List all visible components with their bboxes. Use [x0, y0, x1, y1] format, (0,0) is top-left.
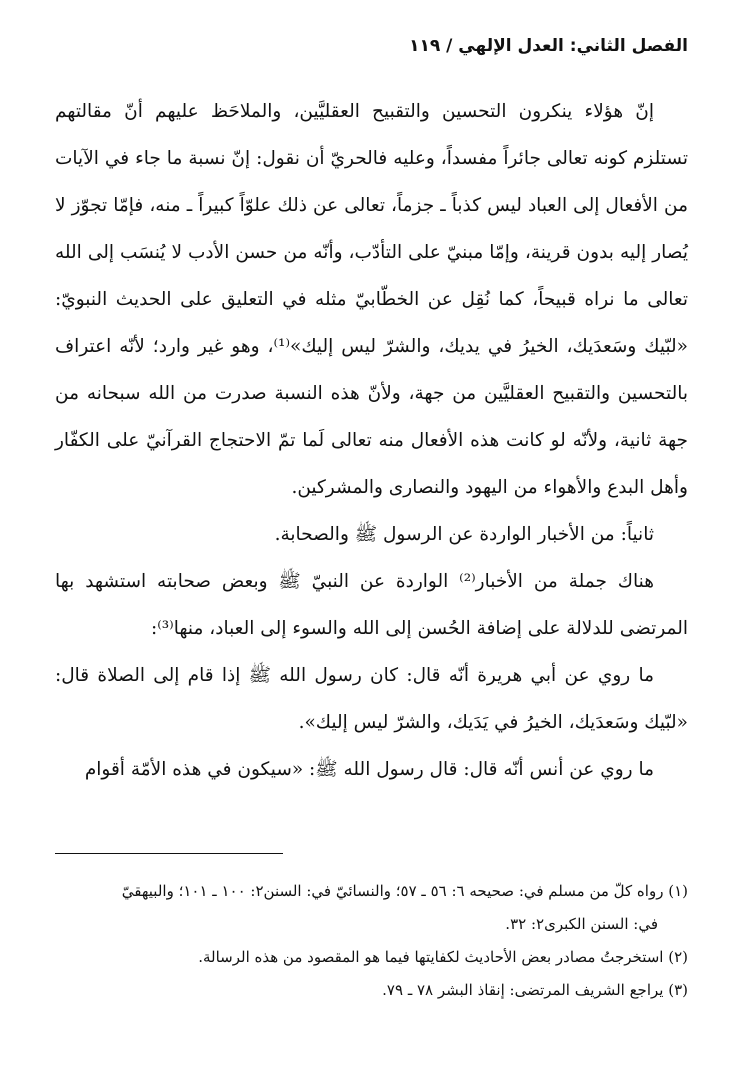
book-page [55, 0, 688, 1081]
running-header: الفصل الثاني: العدل الإلهي / ١١٩ [409, 36, 688, 56]
paragraph-4: ما روي عن أبي هريرة أنّه قال: كان رسول الله ﷺ إذا قام إلى الصلاة قال: «لبّيك وسَعدَيك، الخيرُ في يَدَيك، والشرّ ليس إليك». [55, 665, 688, 733]
paragraph-5: ما روي عن أنس أنّه قال: قال رسول الله ﷺ: «سيكون في هذه الأمّة أقوام [84, 759, 654, 780]
footnote-2: (٢) استخرجتُ مصادر بعض الأحاديث لكفايتها فيما هو المقصود من هذه الرسالة. [198, 948, 688, 966]
footnote-1: (١) رواه كلّ من مسلم في: صحيحه ٦: ٥٦ ـ ٥٧؛ والنسائيّ في: السنن٢: ١٠٠ ـ ١٠١؛ والبيهقيّ [121, 882, 688, 900]
paragraph-2: ثانياً: من الأخبار الواردة عن الرسول ﷺ والصحابة. [274, 524, 654, 545]
paragraph-1: إنّ هؤلاء ينكرون التحسين والتقبيح العقليَّين، والملاحَظ عليهم أنّ مقالتهم تستلزم كونه تعالى جائراً مفسداً، وعليه فالحريّ أن نقول: إنّ نسبة ما جاء في الآيات من الأفعال إلى العباد ليس كذباً ـ جزماً، تعالى عن ذلك علوّاً كبيراً ـ منه، فإمّا تجوّز لا يُصار إليه بدون قرينة، وإمّا مبنيّ على التأدّب، وأنّه من حسن الأدب لا يُنسَب إلى الله تعالى ما نراه قبيحاً، كما نُقِل عن الخطّابيّ مثله في التعليق على الحديث النبويّ: «لبّيك وسَعدَيك، الخيرُ في يديك، والشرّ ليس إليك»⁽¹⁾، وهو غير وارد؛ لأنّه اعتراف بالتحسين والتقبيح العقليَّين من جهة، ولأنّ هذه النسبة صدرت من الله سبحانه من جهة ثانية، ولأنّه لو كانت هذه الأفعال منه تعالى لَما تمّ الاحتجاج القرآنيّ على الكفّار وأهل البدع والأهواء من اليهود والنصارى والمشركين. [55, 101, 688, 498]
paragraph-3: هناك جملة من الأخبار⁽²⁾ الواردة عن النبيّ ﷺ وبعض صحابته استشهد بها المرتضى للدلالة على إضافة الحُسن إلى الله والسوء إلى العباد، منها⁽³⁾: [55, 571, 688, 639]
footnote-1-continued: في: السنن الكبرى٢: ٣٢. [505, 915, 658, 933]
footnotes [55, 875, 688, 1007]
footnote-3: (٣) يراجع الشريف المرتضى: إنقاذ البشر ٧٨ ـ ٧٩. [382, 981, 688, 999]
footnote-divider [55, 853, 283, 854]
main-text [55, 88, 688, 793]
